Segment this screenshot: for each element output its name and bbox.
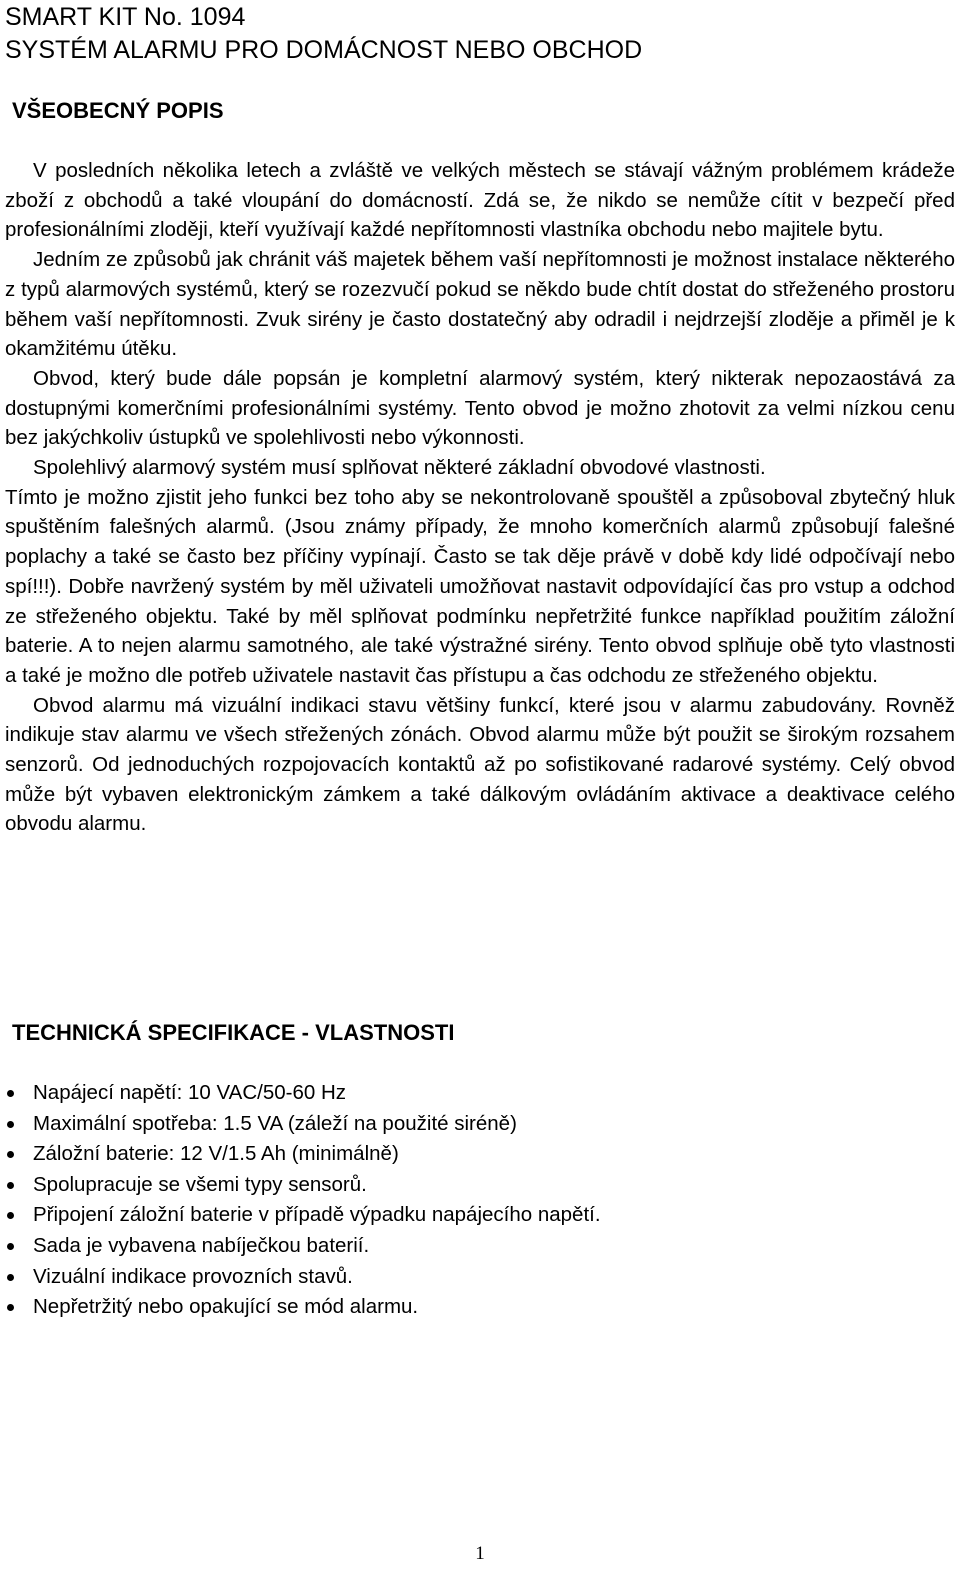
feature-text: Napájecí napětí: 10 VAC/50-60 Hz (33, 1081, 346, 1104)
feature-list (5, 1078, 601, 1323)
bullet-icon (7, 1090, 14, 1097)
paragraph-intro: V posledních několika letech a zvláště ve velkých městech se stávají vážným problémem krádeže zboží z obchodů a také vloupání do domácností. Zdá se, že nikdo se nemůže cítit v bezpečí před profesionálními zloději, kteří využívají každé nepřítomnosti vlastníka obchodu nebo majitele bytu. (5, 159, 955, 242)
feature-text: Připojení záložní baterie v případě výpadku napájecího napětí. (33, 1203, 601, 1227)
feature-text: Vizuální indikace provozních stavů. (33, 1264, 353, 1288)
general-description-body (5, 156, 955, 839)
paragraph-reliability: Tímto je možno zjistit jeho funkci bez toho aby se nekontrolovaně spouštěl a způsoboval zbytečný hluk spuštěním falešných alarmů. (Jsou známy případy, že mnoho komerčních alarmů způsobují falešné poplachy a také se často bez příčiny vypínají. Často se tak děje právě v době kdy lidé odpočívají nebo spí!!!). Dobře navržený systém by měl uživateli umožňovat nastavit odpovídající čas pro vstup a odchod ze střeženého objektu. Také by měl splňovat podmínku nepřetržité funkce například použitím záložní baterie. A to nejen alarmu samotného, ale také výstražné sirény. Tento obvod splňuje obě tyto vlastnosti a také je možno dle potřeb uživatele nastavit čas přístupu a čas odchodu ze střeženého objektu. (5, 485, 955, 687)
feature-text: Spolupracuje se všemi typy sensorů. (33, 1172, 367, 1196)
paragraph-indication: Obvod alarmu má vizuální indikaci stavu většiny funkcí, které jsou v alarmu zabudovány. Rovněž indikuje stav alarmu ve všech střežených zónách. Obvod alarmu může být použit se širokým rozsahem senzorů. Od jednoduchých rozpojovacích kontaktů až po sofistikované radarové systémy. Celý obvod může být vybaven elektronickým zámkem a také dálkovým ovládáním aktivace a deaktivace celého obvodu alarmu. (5, 693, 955, 836)
list-item (5, 1292, 601, 1323)
paragraph-requirements: Spolehlivý alarmový systém musí splňovat některé základní obvodové vlastnosti. (33, 456, 766, 480)
feature-text: Sada je vybavena nabíječkou baterií. (33, 1233, 370, 1257)
list-item (5, 1078, 601, 1109)
document-title: SYSTÉM ALARMU PRO DOMÁCNOST NEBO OBCHOD (5, 36, 643, 64)
list-item (5, 1262, 601, 1293)
section-heading-general-description: VŠEOBECNÝ POPIS (12, 98, 224, 123)
list-item (5, 1231, 601, 1262)
feature-text: Záložní baterie: 12 V/1.5 Ah (minimálně) (33, 1142, 399, 1166)
feature-text: Maximální spotřeba: 1.5 VA (záleží na použité siréně) (33, 1111, 517, 1135)
feature-text: Nepřetržitý nebo opakující se mód alarmu. (33, 1295, 419, 1319)
bullet-icon (7, 1304, 14, 1311)
bullet-icon (7, 1274, 14, 1281)
document-title-kit-number: SMART KIT No. 1094 (5, 3, 246, 31)
list-item (5, 1139, 601, 1170)
list-item (5, 1109, 601, 1140)
section-heading-technical-specs: TECHNICKÁ SPECIFIKACE - VLASTNOSTI (12, 1020, 455, 1045)
bullet-icon (7, 1243, 14, 1250)
paragraph-protection: Jedním ze způsobů jak chránit váš majetek během vaší nepřítomnosti je možnost instalace některého z typů alarmových systémů, který se rozezvučí pokud se někdo bude chtít dostat do střeženého prostoru během vaší nepřítomnosti. Zvuk sirény je často dostatečný aby odradil i nejdrzejší zloděje a přiměl je k okamžitému útěku. (5, 248, 955, 361)
bullet-icon (7, 1151, 14, 1158)
bullet-icon (7, 1121, 14, 1128)
list-item (5, 1200, 601, 1231)
page-number: 1 (475, 1543, 485, 1564)
bullet-icon (7, 1212, 14, 1219)
paragraph-circuit: Obvod, který bude dále popsán je kompletní alarmový systém, který nikterak nepozaostává za dostupnými komerčními profesionálními systémy. Tento obvod je možno zhotovit za velmi nízkou cenu bez jakýchkoliv ústupků ve spolehlivosti nebo výkonnosti. (5, 366, 955, 450)
bullet-icon (7, 1182, 14, 1189)
list-item (5, 1170, 601, 1201)
